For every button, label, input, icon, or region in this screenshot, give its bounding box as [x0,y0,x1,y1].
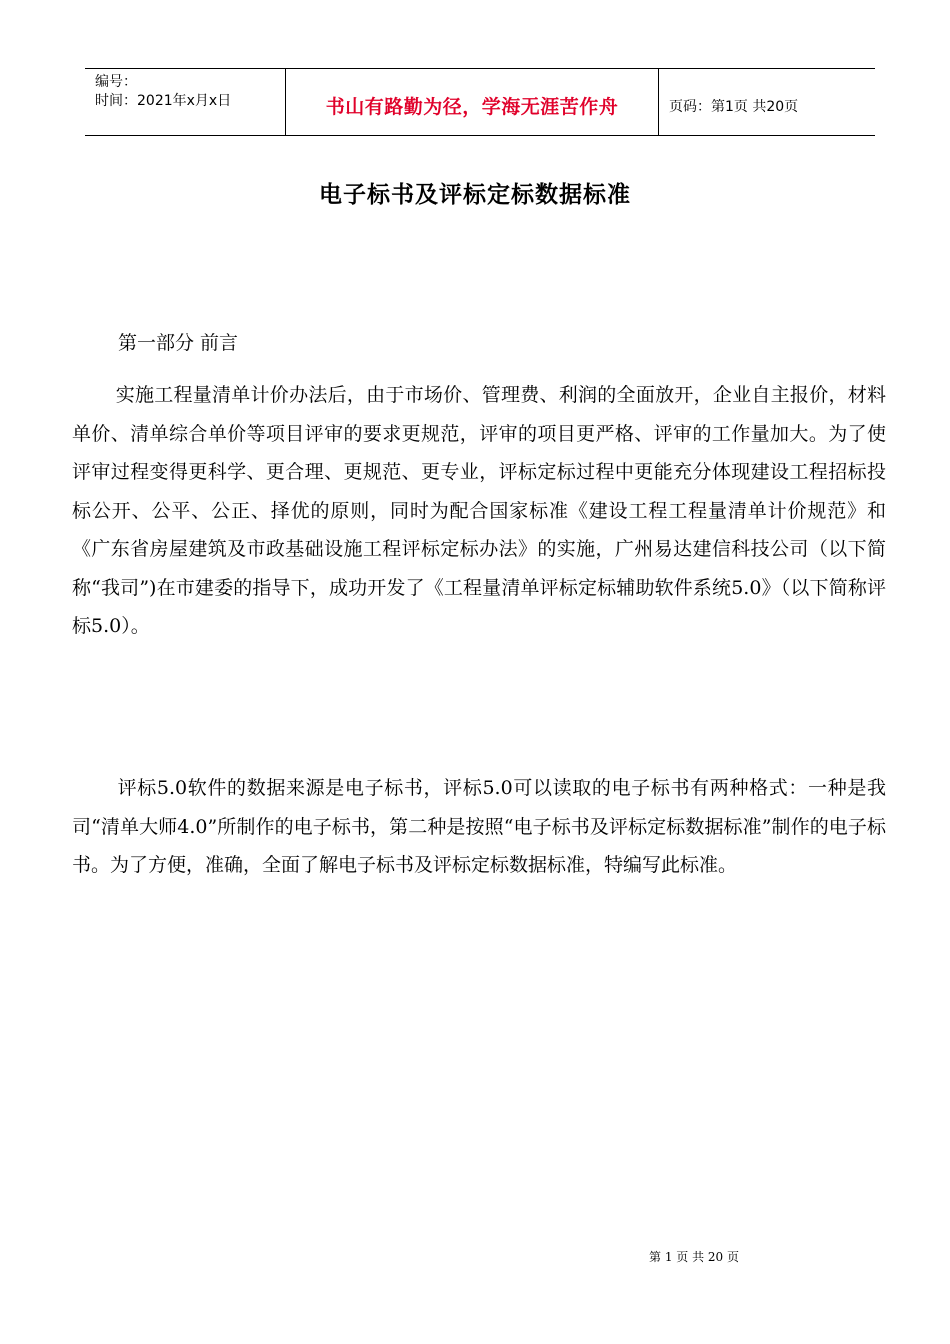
header-meta [85,69,285,136]
header-motto: 书山有路勤为径，学海无涯苦作舟 [325,96,619,118]
document-number-label: 编号： [95,74,137,90]
section-heading: 第一部分 前言 [118,332,239,354]
document-title: 电子标书及评标定标数据标准 [319,182,631,208]
header-page-info-cell [659,69,875,136]
body-paragraph: 评标5.0软件的数据来源是电子标书，评标5.0可以读取的电子标书有两种格式：一种是我司“清单大师4.0”所制作的电子标书，第二种是按照“电子标书及评标定标数据标准”制作的电子标书。为了方便，准确，全面了解电子标书及评标定标数据标准，特编写此标准。 [72,777,886,876]
page-header [85,68,875,136]
header-motto-cell [285,69,659,136]
page-footer: 第 1 页 共 20 页 [649,1250,739,1264]
body-paragraph: 实施工程量清单计价办法后，由于市场价、管理费、利润的全面放开，企业自主报价，材料单价、清单综合单价等项目评审的要求更规范，评审的项目更严格、评审的工作量加大。为了使评审过程变得更科学、更合理、更规范、更专业，评标定标过程中更能充分体现建设工程招标投标公开、公平、公正、择优的原则，同时为配合国家标准《建设工程工程量清单计价规范》和《广东省房屋建筑及市政基础设施工程评标定标办法》的实施，广州易达建信科技公司（以下简称“我司”)在市建委的指导下，成功开发了《工程量清单评标定标辅助软件系统5.0》（以下简称评标5.0）。 [72,384,886,637]
document-date: 时间：2021年x月x日 [95,93,232,109]
header-page-info: 页码：第1页 共20页 [669,98,799,115]
